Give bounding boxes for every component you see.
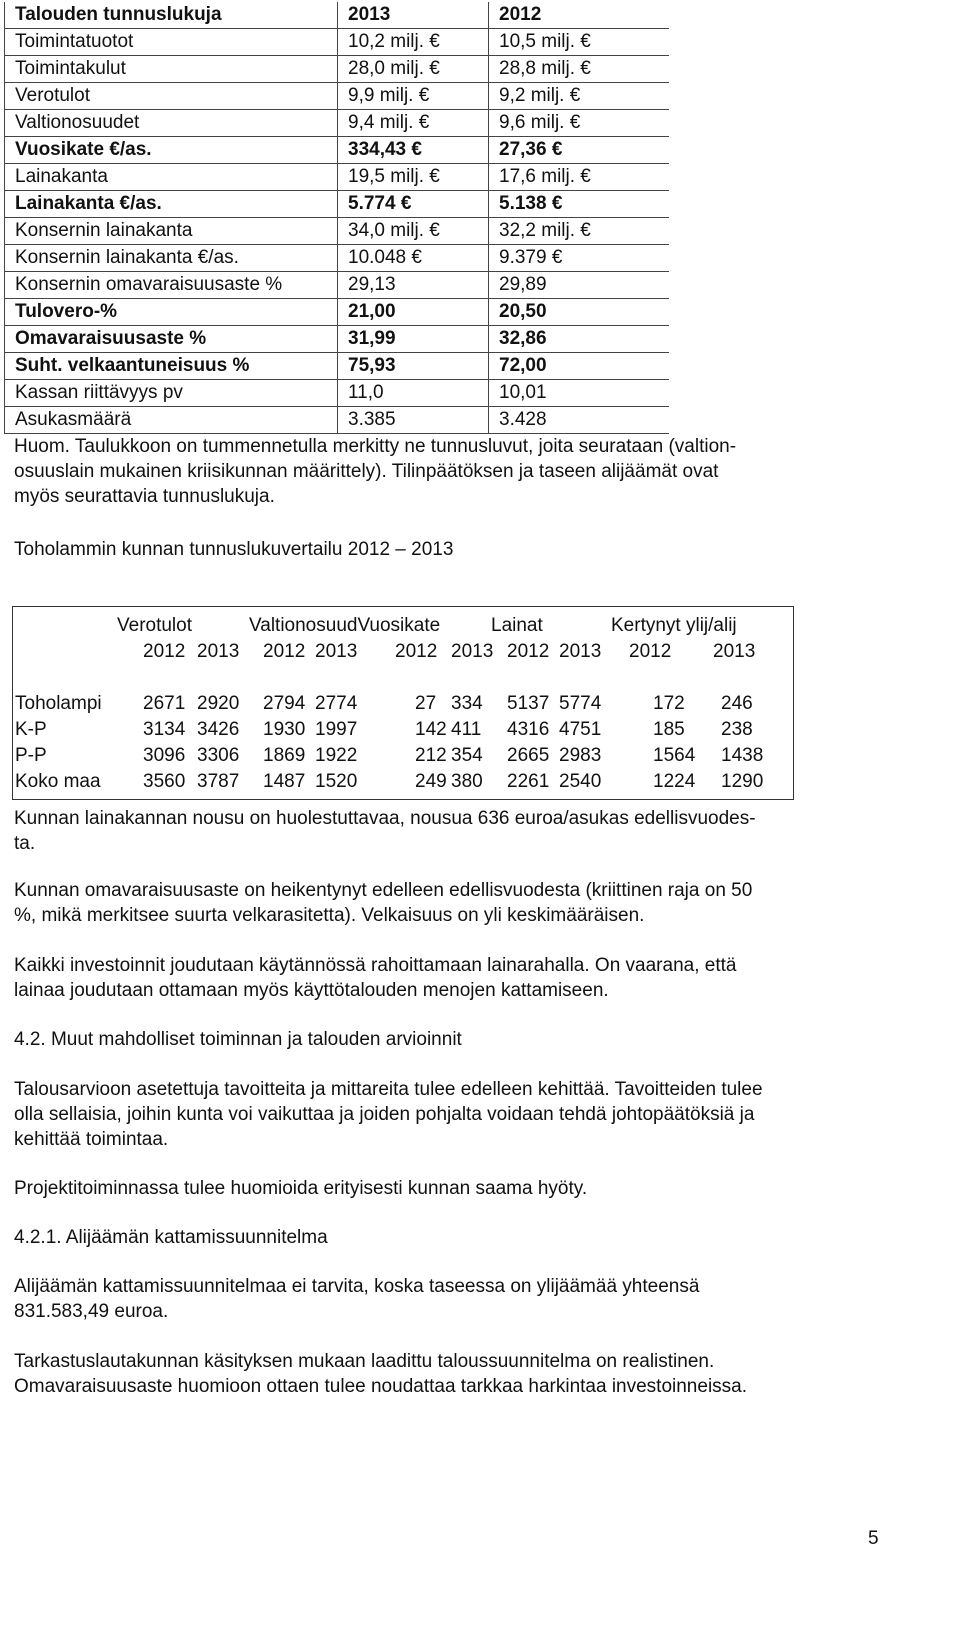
comparison-value: 2671 — [143, 693, 186, 714]
year-label: 2013 — [559, 641, 602, 662]
key-figure-label: Tulovero-% — [5, 299, 338, 326]
comparison-row — [13, 693, 793, 717]
comparison-value: 2920 — [197, 693, 240, 714]
key-figure-2013: 10.048 € — [338, 245, 489, 272]
group-valtionosuudet-vuosikate: ValtionosuudVuosikate — [249, 615, 441, 636]
header-2012: 2012 — [489, 2, 670, 29]
comparison-row-name: P-P — [15, 745, 47, 766]
key-figure-label: Konsernin lainakanta €/as. — [5, 245, 338, 272]
comparison-title: Toholammin kunnan tunnuslukuvertailu 2012 – 2013 — [14, 539, 454, 560]
paragraph-deficit-plan — [14, 1274, 894, 1324]
comparison-value: 1290 — [721, 771, 764, 792]
note-line: myös seurattavia tunnuslukuja. — [14, 486, 275, 507]
key-figure-label: Omavaraisuusaste % — [5, 326, 338, 353]
key-figure-row — [5, 29, 670, 56]
text-line: Tarkastuslautakunnan käsityksen mukaan laadittu taloussuunnitelma on realistinen. — [14, 1351, 715, 1372]
key-figure-row — [5, 56, 670, 83]
key-figure-label: Lainakanta — [5, 164, 338, 191]
key-figure-label: Valtionosuudet — [5, 110, 338, 137]
comparison-row-name: K-P — [15, 719, 47, 740]
comparison-value: 246 — [721, 693, 753, 714]
comparison-value: 4316 — [507, 719, 550, 740]
comparison-value: 1520 — [315, 771, 358, 792]
key-figure-row — [5, 110, 670, 137]
comparison-value: 2665 — [507, 745, 550, 766]
year-label: 2013 — [197, 641, 240, 662]
comparison-row — [13, 771, 793, 795]
key-figure-2013: 11,0 — [338, 380, 489, 407]
year-label: 2012 — [263, 641, 306, 662]
key-figure-2012: 10,5 milj. € — [489, 29, 670, 56]
key-figure-2013: 3.385 — [338, 407, 489, 434]
year-label: 2012 — [395, 641, 438, 662]
comparison-value: 1922 — [315, 745, 358, 766]
key-figure-label: Suht. velkaantuneisuus % — [5, 353, 338, 380]
key-figure-2012: 29,89 — [489, 272, 670, 299]
key-figure-2012: 9,6 milj. € — [489, 110, 670, 137]
comparison-group-header — [13, 615, 793, 639]
comparison-value: 185 — [653, 719, 685, 740]
comparison-table — [12, 606, 794, 800]
text-line: Kaikki investoinnit joudutaan käytännössä rahoittamaan lainarahalla. On vaarana, että — [14, 955, 737, 976]
comparison-value: 3426 — [197, 719, 240, 740]
paragraph-audit-board — [14, 1349, 894, 1399]
comparison-value: 5774 — [559, 693, 602, 714]
group-lainat: Lainat — [491, 615, 543, 636]
key-figure-label: Kassan riittävyys pv — [5, 380, 338, 407]
year-label: 2012 — [507, 641, 550, 662]
key-figure-2012: 32,2 milj. € — [489, 218, 670, 245]
key-figure-row — [5, 137, 670, 164]
year-label: 2013 — [713, 641, 756, 662]
comparison-value: 4751 — [559, 719, 602, 740]
key-figure-label: Asukasmäärä — [5, 407, 338, 434]
text-line: lainaa joudutaan ottamaan myös käyttötalouden menojen kattamiseen. — [14, 980, 609, 1001]
text-line: Talousarvioon asetettuja tavoitteita ja mittareita tulee edelleen kehittää. Tavoitteiden tulee — [14, 1079, 763, 1100]
comparison-value: 3560 — [143, 771, 186, 792]
comparison-value: 1438 — [721, 745, 764, 766]
comparison-value: 1997 — [315, 719, 358, 740]
comparison-value: 2774 — [315, 693, 358, 714]
key-figure-2013: 19,5 milj. € — [338, 164, 489, 191]
key-figure-label: Toimintakulut — [5, 56, 338, 83]
text-line: Kunnan omavaraisuusaste on heikentynyt edelleen edellisvuodesta (kriittinen raja on 50 — [14, 880, 753, 901]
paragraph-investments — [14, 953, 894, 1003]
year-label: 2012 — [143, 641, 186, 662]
comparison-value: 1564 — [653, 745, 696, 766]
key-figure-2013: 10,2 milj. € — [338, 29, 489, 56]
comparison-value: 1224 — [653, 771, 696, 792]
paragraph-projects: Projektitoiminnassa tulee huomioida erityisesti kunnan saama hyöty. — [14, 1178, 588, 1199]
comparison-value: 2540 — [559, 771, 602, 792]
key-figure-label: Lainakanta €/as. — [5, 191, 338, 218]
key-figure-2013: 9,9 milj. € — [338, 83, 489, 110]
comparison-value: 249 — [415, 771, 447, 792]
key-figure-2012: 28,8 milj. € — [489, 56, 670, 83]
text-line: Omavaraisuusaste huomioon ottaen tulee noudattaa tarkkaa harkintaa investoinneissa. — [14, 1376, 748, 1397]
section-heading-4-2: 4.2. Muut mahdolliset toiminnan ja talouden arvioinnit — [14, 1029, 462, 1050]
page-number: 5 — [868, 1528, 879, 1549]
comparison-value: 3306 — [197, 745, 240, 766]
key-figure-2013: 34,0 milj. € — [338, 218, 489, 245]
key-figure-2012: 3.428 — [489, 407, 670, 434]
comparison-value: 3134 — [143, 719, 186, 740]
key-figure-row — [5, 191, 670, 218]
key-figure-label: Verotulot — [5, 83, 338, 110]
header-2013: 2013 — [338, 2, 489, 29]
table-note — [14, 434, 894, 509]
key-figure-row — [5, 299, 670, 326]
comparison-value: 212 — [415, 745, 447, 766]
comparison-value: 2983 — [559, 745, 602, 766]
key-figure-label: Toimintatuotot — [5, 29, 338, 56]
comparison-value: 3787 — [197, 771, 240, 792]
comparison-value: 3096 — [143, 745, 186, 766]
year-label: 2013 — [451, 641, 494, 662]
comparison-value: 354 — [451, 745, 483, 766]
comparison-row — [13, 745, 793, 769]
text-line: %, mikä merkitsee suurta velkarasitetta). Velkaisuus on yli keskimääräisen. — [14, 905, 645, 926]
comparison-row — [13, 719, 793, 743]
comparison-value: 334 — [451, 693, 483, 714]
paragraph-loan-growth — [14, 806, 894, 856]
comparison-value: 1930 — [263, 719, 306, 740]
key-figure-label: Konsernin omavaraisuusaste % — [5, 272, 338, 299]
comparison-value: 238 — [721, 719, 753, 740]
paragraph-solvency — [14, 878, 894, 928]
year-label: 2013 — [315, 641, 358, 662]
key-figure-2013: 29,13 — [338, 272, 489, 299]
comparison-value: 172 — [653, 693, 685, 714]
comparison-year-header — [13, 641, 793, 665]
key-figure-2012: 17,6 milj. € — [489, 164, 670, 191]
key-figures-table — [4, 2, 669, 434]
group-verotulot: Verotulot — [117, 615, 192, 636]
key-figure-2013: 5.774 € — [338, 191, 489, 218]
text-line: Alijäämän kattamissuunnitelmaa ei tarvita, koska taseessa on ylijäämää yhteensä — [14, 1276, 700, 1297]
key-figure-2012: 5.138 € — [489, 191, 670, 218]
key-figure-2013: 28,0 milj. € — [338, 56, 489, 83]
text-line: 831.583,49 euroa. — [14, 1301, 169, 1322]
key-figure-row — [5, 326, 670, 353]
header-label: Talouden tunnuslukuja — [5, 2, 338, 29]
comparison-value: 2794 — [263, 693, 306, 714]
comparison-value: 1487 — [263, 771, 306, 792]
comparison-value: 1869 — [263, 745, 306, 766]
comparison-value: 27 — [415, 693, 437, 714]
key-figure-label: Konsernin lainakanta — [5, 218, 338, 245]
text-line: Kunnan lainakannan nousu on huolestuttavaa, nousua 636 euroa/asukas edellisvuodes- — [14, 808, 756, 829]
comparison-value: 380 — [451, 771, 483, 792]
key-figure-row — [5, 218, 670, 245]
key-figure-label: Vuosikate €/as. — [5, 137, 338, 164]
group-kertynyt: Kertynyt ylij/alij — [611, 615, 737, 636]
key-figure-2012: 9,2 milj. € — [489, 83, 670, 110]
key-figure-row — [5, 380, 670, 407]
comparison-row-name: Toholampi — [15, 693, 102, 714]
key-figure-2012: 9.379 € — [489, 245, 670, 272]
key-figure-2013: 75,93 — [338, 353, 489, 380]
key-figure-2012: 32,86 — [489, 326, 670, 353]
comparison-value: 142 — [415, 719, 447, 740]
note-line: osuuslain mukainen kriisikunnan määrittely). Tilinpäätöksen ja taseen alijäämät ovat — [14, 461, 719, 482]
key-figure-row — [5, 83, 670, 110]
year-label: 2012 — [629, 641, 672, 662]
text-line: ta. — [14, 833, 36, 854]
comparison-value: 5137 — [507, 693, 550, 714]
key-figure-2012: 20,50 — [489, 299, 670, 326]
key-figure-2012: 27,36 € — [489, 137, 670, 164]
paragraph-targets — [14, 1077, 894, 1152]
key-figure-row — [5, 353, 670, 380]
key-figure-2012: 10,01 — [489, 380, 670, 407]
key-figure-2013: 9,4 milj. € — [338, 110, 489, 137]
text-line: kehittää toimintaa. — [14, 1129, 169, 1150]
key-figure-row — [5, 245, 670, 272]
key-figure-2013: 334,43 € — [338, 137, 489, 164]
key-figures-header — [5, 2, 670, 29]
note-line: Huom. Taulukkoon on tummennetulla merkitty ne tunnusluvut, joita seurataan (valtion- — [14, 436, 737, 457]
comparison-value: 2261 — [507, 771, 550, 792]
key-figure-row — [5, 164, 670, 191]
section-heading-4-2-1: 4.2.1. Alijäämän kattamissuunnitelma — [14, 1227, 328, 1248]
key-figure-2013: 21,00 — [338, 299, 489, 326]
comparison-value: 411 — [451, 719, 482, 740]
key-figure-2013: 31,99 — [338, 326, 489, 353]
key-figure-2012: 72,00 — [489, 353, 670, 380]
key-figure-row — [5, 407, 670, 434]
text-line: olla sellaisia, joihin kunta voi vaikuttaa ja joiden pohjalta voidaan tehdä johtopäätöksiä ja — [14, 1104, 755, 1125]
key-figure-row — [5, 272, 670, 299]
comparison-row-name: Koko maa — [15, 771, 101, 792]
